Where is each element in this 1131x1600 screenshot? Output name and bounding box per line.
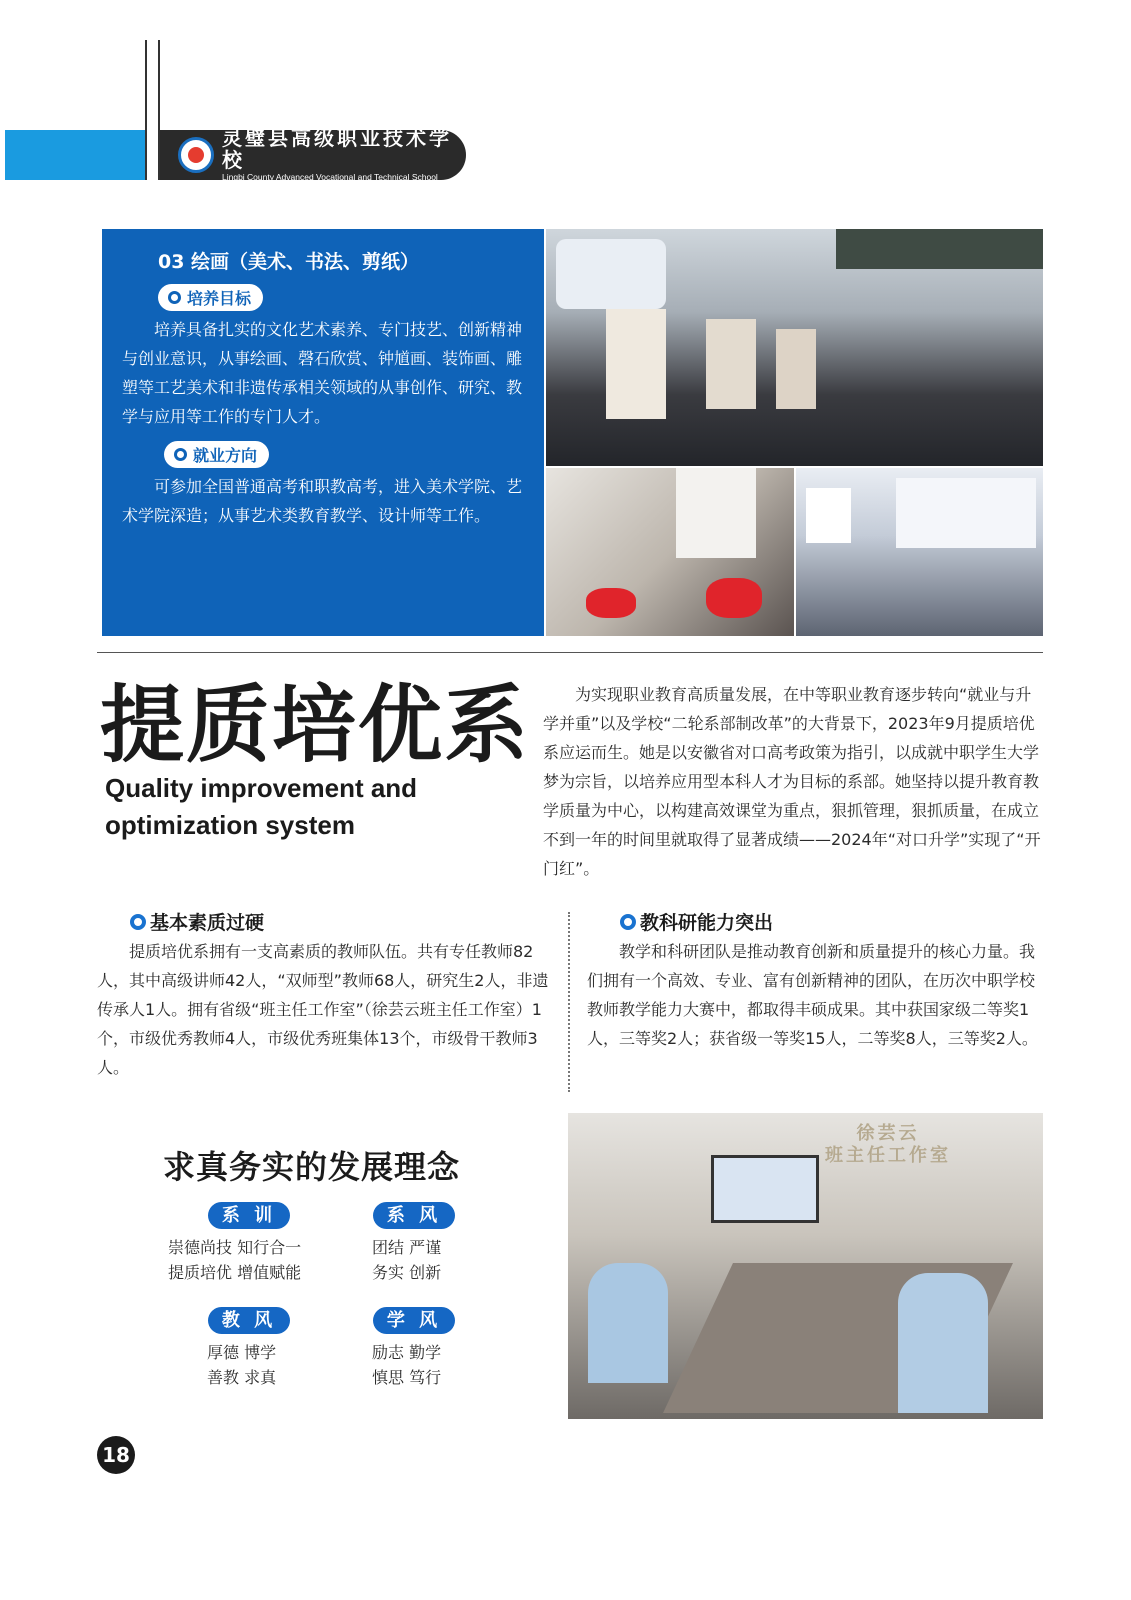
art-class-photo	[546, 229, 1043, 466]
section-title-en-line1: Quality improvement and	[105, 773, 418, 803]
studio-sign-line1: 徐芸云	[856, 1123, 920, 1144]
ring-icon	[168, 291, 181, 304]
studio-sign-line2: 班主任工作室	[825, 1145, 951, 1166]
easel-shape	[776, 329, 816, 409]
easel-shape	[606, 309, 666, 419]
column-divider	[568, 912, 570, 1092]
teaching-style-line2: 善教 求真	[207, 1368, 277, 1387]
dept-style-tag: 系 风	[373, 1202, 455, 1229]
philosophy-title: 求真务实的发展理念	[163, 1148, 461, 1186]
student-shape	[588, 1263, 668, 1383]
painting-panel	[102, 229, 544, 636]
header-rule-left	[145, 40, 147, 180]
motto-line2: 提质培优 增值赋能	[168, 1263, 302, 1282]
section-intro: 为实现职业教育高质量发展，在中等职业教育逐步转向“就业与升学并重”以及学校“二轮系部制改革”的大背景下，2023年9月提质培优系应运而生。她是以安徽省对口高考政策为指引，以成就中职学生大学梦为宗旨，以培养应用型本科人才为目标的系部。她坚持以提升教育教学质量为中心，以构建高效课堂为重点，狠抓管理，狠抓质量，在成立不到一年的时间里就取得了显著成绩——2024年“对口升学”实现了“开门红”。	[543, 685, 1041, 878]
study-style-text	[372, 1340, 441, 1390]
study-style-tag: 学 风	[373, 1307, 455, 1334]
quality-heading	[130, 908, 264, 935]
section-title-cn: 提质培优系	[100, 676, 531, 774]
research-text: 教学和科研团队是推动教育创新和质量提升的核心力量。我们拥有一个高效、专业、富有创新精神的团队，在历次中职学校教师教学能力大赛中，都取得丰硕成果。其中获国家级二等奖1人，三等奖2人；获省级一等奖15人，二等奖8人，三等奖2人。	[587, 942, 1038, 1048]
blackboard-shape	[836, 229, 1043, 269]
ring-icon	[130, 914, 146, 930]
goal-label: 培养目标	[187, 289, 252, 308]
motto-tag: 系 训	[208, 1202, 290, 1229]
paper-cut-shape	[586, 588, 636, 618]
teaching-style-line1: 厚德 博学	[207, 1343, 277, 1362]
quality-text: 提质培优系拥有一支高素质的教师队伍。共有专任教师82人，其中高级讲师42人，“双师型”教师68人，研究生2人，非遗传承人1人。拥有省级“班主任工作室”（徐芸云班主任工作室）1个，市级优秀教师4人，市级优秀班集体13个，市级骨干教师3人。	[97, 942, 549, 1077]
section-title-en-line2: optimization system	[105, 810, 355, 840]
dept-style-text	[372, 1235, 441, 1285]
header-blue-bar	[5, 130, 145, 180]
poster-shape	[806, 488, 851, 543]
motto-line1: 崇德尚技 知行合一	[168, 1238, 302, 1257]
school-name-cn: 灵璧县高级职业技术学校	[222, 126, 452, 172]
calligraphy-class-photo	[796, 468, 1043, 636]
school-logo-banner	[160, 126, 466, 182]
painting-heading: 03 绘画（美术、书法、剪纸）	[158, 251, 420, 273]
research-heading	[620, 908, 773, 935]
school-name	[222, 127, 466, 183]
paper-cut-shape	[706, 578, 762, 618]
dept-style-line1: 团结 严谨	[372, 1238, 442, 1257]
goal-pill	[158, 284, 263, 311]
study-style-line2: 慎思 笃行	[372, 1368, 442, 1387]
paper-cutting-photo-1	[546, 468, 794, 636]
dept-style-line2: 务实 创新	[372, 1263, 442, 1282]
page-number: 18	[97, 1436, 135, 1474]
goal-text: 培养具备扎实的文化艺术素养、专门技艺、创新精神与创业意识，从事绘画、磬石欣赏、钟馗画、装饰画、雕塑等工艺美术和非遗传承相关领域的从事创作、研究、教学与应用等工作的专门人才。	[122, 320, 523, 426]
studio-meeting-photo	[568, 1113, 1043, 1419]
studio-sign	[818, 1123, 958, 1167]
screen-shape	[711, 1155, 819, 1223]
ring-icon	[620, 914, 636, 930]
student-shape	[898, 1273, 988, 1413]
window-shape	[676, 468, 756, 558]
teaching-style-tag: 教 风	[208, 1307, 290, 1334]
career-text: 可参加全国普通高考和职教高考，进入美术学院、艺术学院深造；从事艺术类教育教学、设计师等工作。	[122, 477, 523, 525]
career-label: 就业方向	[193, 446, 258, 465]
ring-icon	[174, 448, 187, 461]
career-pill	[164, 441, 269, 468]
research-heading-text: 教科研能力突出	[640, 912, 774, 934]
teaching-style-text	[207, 1340, 276, 1390]
section-title-en	[105, 770, 417, 844]
quality-heading-text: 基本素质过硬	[150, 912, 265, 934]
easel-shape	[706, 319, 756, 409]
motto-text	[168, 1235, 301, 1285]
school-name-en: Lingbi County Advanced Vocational and Technical School	[222, 172, 438, 182]
school-seal-icon	[178, 137, 214, 173]
section-divider	[97, 652, 1043, 653]
study-style-line1: 励志 勤学	[372, 1343, 442, 1362]
poster-shape	[556, 239, 666, 309]
wall-display-shape	[896, 478, 1036, 548]
